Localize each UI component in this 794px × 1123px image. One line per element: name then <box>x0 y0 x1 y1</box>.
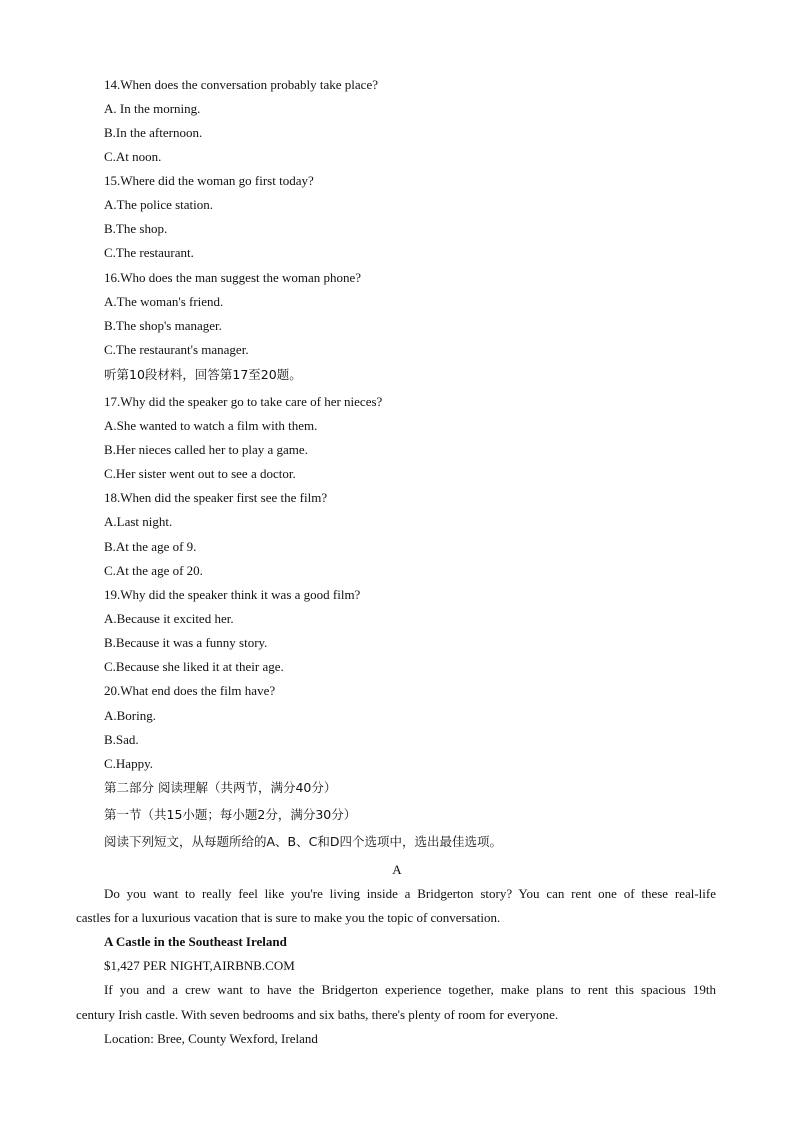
passage-intro-line-2: castles for a luxurious vacation that is sure to make you the topic of conversation. <box>76 910 501 925</box>
passage-letter: A <box>392 862 402 877</box>
option-19c: C.Because she liked it at their age. <box>104 659 284 674</box>
option-19b: B.Because it was a funny story. <box>104 635 268 650</box>
option-20c: C.Happy. <box>104 756 153 771</box>
option-18a: A.Last night. <box>104 514 173 529</box>
question-17: 17.Why did the speaker go to take care of her nieces? <box>104 394 383 409</box>
question-16: 16.Who does the man suggest the woman phone? <box>104 270 362 285</box>
question-15: 15.Where did the woman go first today? <box>104 173 314 188</box>
option-14a: A. In the morning. <box>104 101 201 116</box>
option-17a: A.She wanted to watch a film with them. <box>104 418 318 433</box>
section-one-heading: 第一节（共15小题；每小题2分，满分30分） <box>104 807 357 822</box>
option-15a: A.The police station. <box>104 197 214 212</box>
option-16b: B.The shop's manager. <box>104 318 222 333</box>
option-16a: A.The woman's friend. <box>104 294 224 309</box>
option-17c: C.Her sister went out to see a doctor. <box>104 466 296 481</box>
castle-price: $1,427 PER NIGHT,AIRBNB.COM <box>104 958 295 973</box>
part-two-heading: 第二部分 阅读理解（共两节，满分40分） <box>104 780 337 795</box>
option-14b: B.In the afternoon. <box>104 125 203 140</box>
option-15c: C.The restaurant. <box>104 245 194 260</box>
option-18c: C.At the age of 20. <box>104 563 203 578</box>
option-15b: B.The shop. <box>104 221 168 236</box>
option-20a: A.Boring. <box>104 708 156 723</box>
question-20: 20.What end does the film have? <box>104 683 276 698</box>
option-16c: C.The restaurant's manager. <box>104 342 249 357</box>
option-14c: C.At noon. <box>104 149 162 164</box>
castle-location: Location: Bree, County Wexford, Ireland <box>104 1031 318 1046</box>
passage-intro-line-1: Do you want to really feel like you're living inside a Bridgerton story? You can rent one of these real-life <box>104 886 716 901</box>
option-17b: B.Her nieces called her to play a game. <box>104 442 308 457</box>
castle-description-line-1: If you and a crew want to have the Bridgerton experience together, make plans to rent this spacious 19th <box>104 982 716 997</box>
question-19: 19.Why did the speaker think it was a good film? <box>104 587 361 602</box>
option-20b: B.Sad. <box>104 732 139 747</box>
reading-instruction: 阅读下列短文，从每题所给的A、B、C和D四个选项中，选出最佳选项。 <box>104 834 502 849</box>
option-18b: B.At the age of 9. <box>104 539 197 554</box>
question-18: 18.When did the speaker first see the film? <box>104 490 328 505</box>
castle-description-line-2: century Irish castle. With seven bedrooms and six baths, there's plenty of room for everyone. <box>76 1007 559 1022</box>
question-14: 14.When does the conversation probably take place? <box>104 77 378 92</box>
section-instruction: 听第10段材料，回答第17至20题。 <box>104 367 302 382</box>
option-19a: A.Because it excited her. <box>104 611 234 626</box>
castle-heading: A Castle in the Southeast Ireland <box>104 934 287 949</box>
